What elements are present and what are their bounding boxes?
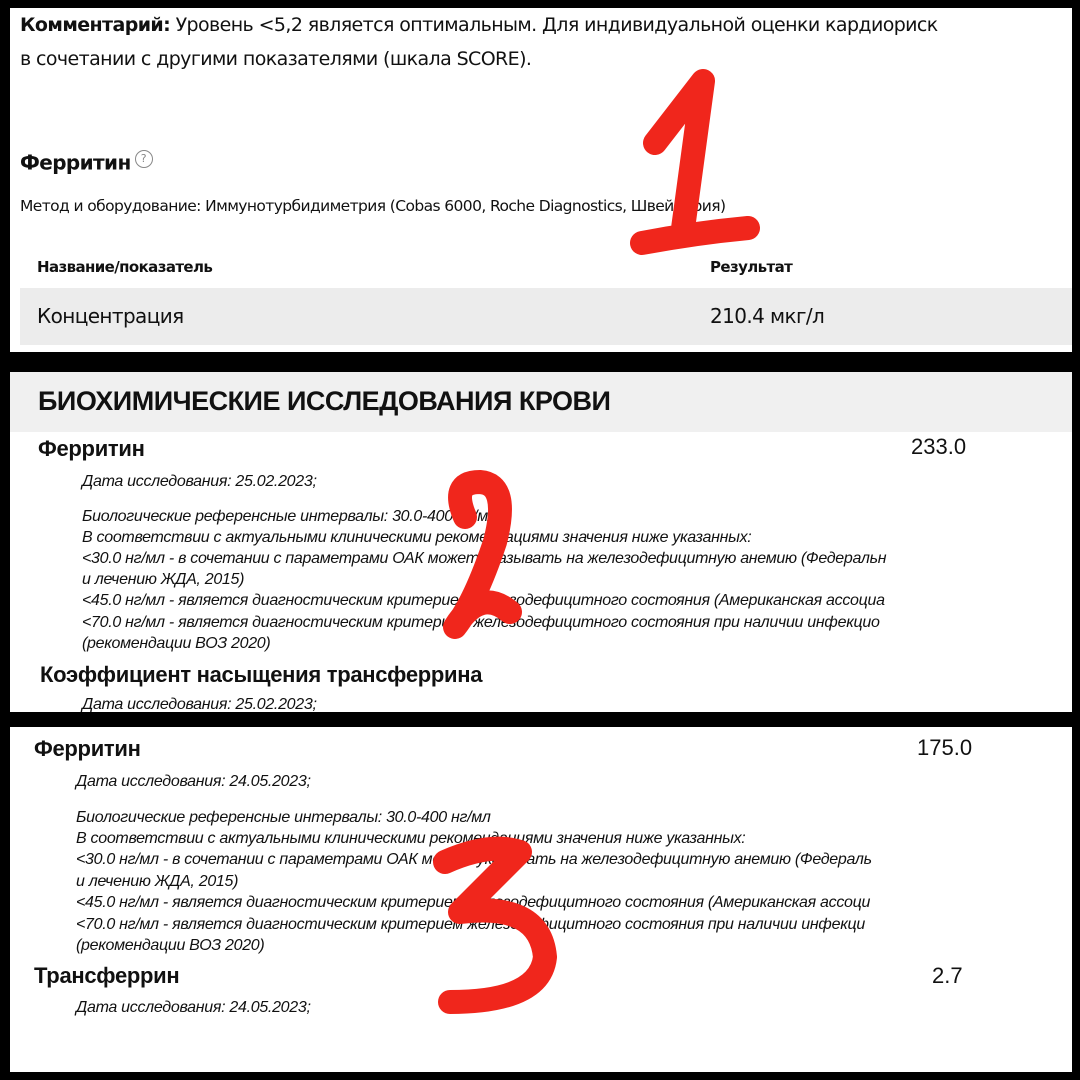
note-line: Биологические референсные интервалы: 30.0-400 нг/мл [76,809,491,826]
next-study-date: Дата исследования: 25.02.2023; [82,696,317,712]
analyte-value: 233.0 [911,434,967,459]
note-line: <30.0 нг/мл - в сочетании с параметрами ОАК может указывать на железодефицитную анемию (Федеральн [82,550,887,567]
column-header-name: Название/показатель [37,258,213,276]
next-study-date: Дата исследования: 24.05.2023; [76,999,311,1016]
note-line: <30.0 нг/мл - в сочетании с параметрами ОАК может указывать на железодефицитную анемию (Федераль [76,851,872,868]
method-text: Метод и оборудование: Иммунотурбидиметрия (Cobas 6000, Roche Diagnostics, Швейцария) [20,197,726,215]
comment-line-1 [20,14,938,36]
row-name: Концентрация [37,304,184,328]
note-line: <45.0 нг/мл - является диагностическим критерием железодефицитного состояния (Американская ассоциа [82,592,885,609]
note-line: В соответствии с актуальными клиническими рекомендациями значения ниже указанных: [82,529,752,546]
study-date: Дата исследования: 25.02.2023; [82,473,317,490]
section-header-band [10,372,1072,432]
note-line: <70.0 нг/мл - является диагностическим критерием железодефицитного состояния при наличии инфекцио [82,614,880,631]
comment-label: Комментарий: [20,14,171,36]
next-analyte-name: Коэффициент насыщения трансферрина [40,662,483,687]
row-result: 210.4 мкг/л [710,304,825,328]
analyte-title-text: Ферритин [20,150,131,175]
note-line: <45.0 нг/мл - является диагностическим критерием железодефицитного состояния (Американская ассоци [76,894,871,911]
panel-1-lab-result [10,8,1072,352]
note-line: и лечению ЖДА, 2015) [76,873,239,890]
panel-3-lab-result [10,727,1072,1072]
panel-2-lab-result [10,372,1072,712]
analyte-title [20,150,153,175]
note-line: В соответствии с актуальными клиническими рекомендациями значения ниже указанных: [76,830,746,847]
note-line: (рекомендации ВОЗ 2020) [76,937,265,954]
comment-text: Уровень <5,2 является оптимальным. Для индивидуальной оценки кардиориск [170,14,938,36]
note-line: <70.0 нг/мл - является диагностическим критерием железодефицитного состояния при наличии инфекци [76,916,865,933]
note-line: и лечению ЖДА, 2015) [82,571,245,588]
help-icon[interactable]: ? [135,150,153,168]
analyte-value: 175.0 [917,735,973,760]
section-title: БИОХИМИЧЕСКИЕ ИССЛЕДОВАНИЯ КРОВИ [38,386,611,416]
note-line: Биологические референсные интервалы: 30.0-400 нг/мл [82,508,497,525]
column-header-result: Результат [710,258,793,276]
comment-line-2: в сочетании с другими показателями (шкала SCORE). [20,48,532,70]
next-analyte-name: Трансферрин [34,963,180,988]
table-row [20,288,1072,345]
note-line: (рекомендации ВОЗ 2020) [82,635,271,652]
study-date: Дата исследования: 24.05.2023; [76,773,311,790]
next-analyte-value: 2.7 [932,963,963,988]
analyte-name: Ферритин [34,736,141,761]
analyte-name: Ферритин [38,436,145,461]
